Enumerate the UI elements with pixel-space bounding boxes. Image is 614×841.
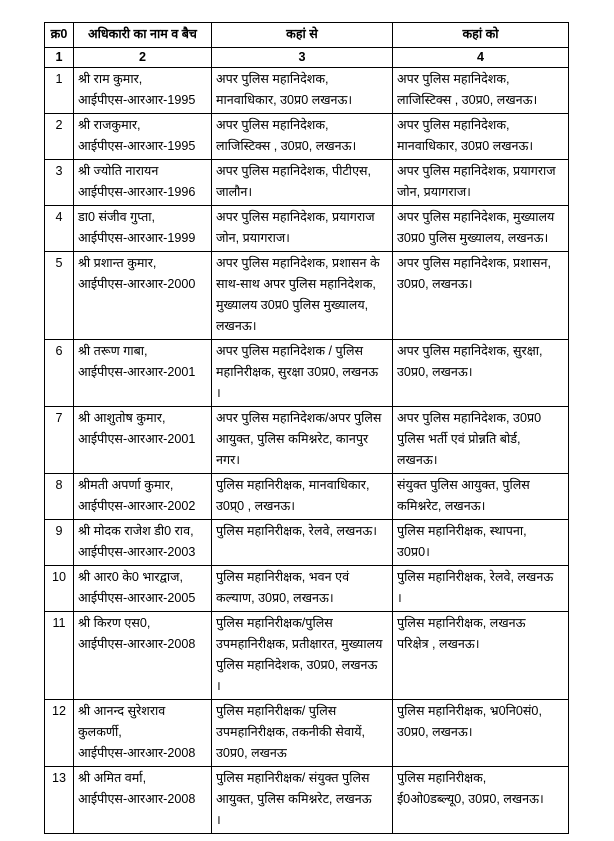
- posting-from-line: अपर पुलिस महानिदेशक, पीटीएस,: [216, 164, 372, 178]
- officer-name-batch-line: डा0 संजीव गुप्ता,: [78, 210, 156, 224]
- posting-from: [212, 114, 393, 160]
- posting-from: [212, 206, 393, 252]
- posting-to-line: अपर पुलिस महानिदेशक,: [397, 118, 510, 132]
- officer-name-batch-line: आईपीएस-आरआर-1999: [78, 231, 196, 245]
- officer-name-batch-line: श्रीमती अपर्णा कुमार,: [78, 478, 174, 492]
- officer-name-batch-line: आईपीएस-आरआर-1996: [78, 185, 196, 199]
- posting-from-line: उपमहानिरीक्षक, प्रतीक्षारत, मुख्यालय: [216, 637, 383, 651]
- posting-to: [393, 700, 569, 767]
- posting-from-line: आयुक्त, पुलिस कमिश्नरेट, लखनऊ: [216, 792, 372, 806]
- officer-name-batch-line: आईपीएस-आरआर-2008: [78, 792, 196, 806]
- posting-from-line: महानिरीक्षक, सुरक्षा उ0प्र0, लखनऊ: [216, 365, 379, 379]
- header-officer-name-batch: अधिकारी का नाम व बैच: [74, 23, 212, 48]
- posting-from: [212, 160, 393, 206]
- officer-name-batch-line: आईपीएस-आरआर-2000: [78, 277, 196, 291]
- officer-name-batch: [74, 612, 212, 700]
- posting-to: [393, 407, 569, 474]
- serial-number: 1: [45, 68, 74, 114]
- posting-to: [393, 474, 569, 520]
- posting-from: [212, 340, 393, 407]
- serial-number: 9: [45, 520, 74, 566]
- table-row: [45, 520, 569, 566]
- posting-from-line: लाजिस्टिक्स , उ0प्र0, लखनऊ।: [216, 139, 357, 153]
- posting-to-line: पुलिस महानिरीक्षक, भ्र0नि0सं0,: [397, 704, 542, 718]
- officer-name-batch: [74, 114, 212, 160]
- posting-from-line: अपर पुलिस महानिदेशक,: [216, 118, 329, 132]
- header-from: कहां से: [212, 23, 393, 48]
- posting-from-line: अपर पुलिस महानिदेशक, प्रयागराज: [216, 210, 375, 224]
- table-row: [45, 767, 569, 834]
- serial-number: 3: [45, 160, 74, 206]
- officer-name-batch: [74, 206, 212, 252]
- posting-from: [212, 68, 393, 114]
- officer-name-batch-line: आईपीएस-आरआर-2003: [78, 545, 196, 559]
- posting-from-line: आयुक्त, पुलिस कमिश्नरेट, कानपुर: [216, 432, 369, 446]
- posting-to: [393, 252, 569, 340]
- officer-name-batch-line: श्री आशुतोष कुमार,: [78, 411, 166, 425]
- posting-to-line: उ0प्र0 पुलिस मुख्यालय, लखनऊ।: [397, 231, 549, 245]
- serial-number: 7: [45, 407, 74, 474]
- officer-name-batch: [74, 160, 212, 206]
- posting-to-line: संयुक्त पुलिस आयुक्त, पुलिस: [397, 478, 530, 492]
- posting-to-line: अपर पुलिस महानिदेशक, मुख्यालय: [397, 210, 555, 224]
- serial-number: 2: [45, 114, 74, 160]
- table-row: [45, 252, 569, 340]
- posting-from-line: पुलिस महानिरीक्षक, भवन एवं: [216, 570, 350, 584]
- posting-to: [393, 206, 569, 252]
- posting-from: [212, 474, 393, 520]
- officer-name-batch-line: कुलकर्णी,: [78, 725, 122, 739]
- officer-name-batch-line: श्री मोदक राजेश डी0 राव,: [78, 524, 194, 538]
- serial-number: 8: [45, 474, 74, 520]
- posting-to: [393, 114, 569, 160]
- posting-from-line: उ0प्र्0 , लखनऊ।: [216, 499, 296, 513]
- officer-name-batch: [74, 566, 212, 612]
- table-row: [45, 340, 569, 407]
- posting-to: [393, 160, 569, 206]
- posting-from: [212, 520, 393, 566]
- posting-to-line: उ0प्र0, लखनऊ।: [397, 725, 473, 739]
- officer-name-batch: [74, 474, 212, 520]
- officer-name-batch: [74, 700, 212, 767]
- posting-to-line: ।: [397, 591, 402, 605]
- posting-to-line: कमिश्नरेट, लखनऊ।: [397, 499, 486, 513]
- posting-to-line: पुलिस महानिरीक्षक, लखनऊ: [397, 616, 526, 630]
- officer-name-batch-line: श्री प्रशान्त कुमार,: [78, 256, 157, 270]
- posting-to: [393, 767, 569, 834]
- officer-name-batch-line: आईपीएस-आरआर-2005: [78, 591, 196, 605]
- officer-name-batch: [74, 767, 212, 834]
- posting-to-line: अपर पुलिस महानिदेशक, प्रयागराज: [397, 164, 556, 178]
- posting-from-line: पुलिस महानिरीक्षक/ पुलिस: [216, 704, 337, 718]
- officer-name-batch: [74, 407, 212, 474]
- posting-from: [212, 407, 393, 474]
- officer-name-batch-line: श्री ज्योति नारायन: [78, 164, 159, 178]
- posting-from-line: लखनऊ।: [216, 319, 257, 333]
- table-row: [45, 114, 569, 160]
- serial-number: 10: [45, 566, 74, 612]
- posting-to-line: पुलिस महानिरीक्षक, रेलवे, लखनऊ: [397, 570, 554, 584]
- serial-number: 5: [45, 252, 74, 340]
- officer-name-batch: [74, 520, 212, 566]
- table-row: [45, 206, 569, 252]
- officer-name-batch: [74, 252, 212, 340]
- posting-to-line: अपर पुलिस महानिदेशक,: [397, 72, 510, 86]
- officer-name-batch-line: आईपीएस-आरआर-2001: [78, 365, 196, 379]
- posting-from-line: उपमहानिरीक्षक, तकनीकी सेवायें,: [216, 725, 366, 739]
- officer-name-batch-line: श्री किरण एस0,: [78, 616, 151, 630]
- officer-name-batch-line: श्री तरूण गाबा,: [78, 344, 148, 358]
- table-row: [45, 612, 569, 700]
- officer-name-batch-line: आईपीएस-आरआर-1995: [78, 139, 196, 153]
- serial-number: 4: [45, 206, 74, 252]
- posting-to-line: अपर पुलिस महानिदेशक, सुरक्षा,: [397, 344, 543, 358]
- officer-name-batch-line: श्री राम कुमार,: [78, 72, 143, 86]
- posting-from-line: पुलिस महानिरीक्षक, रेलवे, लखनऊ।: [216, 524, 377, 538]
- posting-from: [212, 767, 393, 834]
- officer-name-batch-line: आईपीएस-आरआर-2008: [78, 746, 196, 760]
- posting-from-line: पुलिस महानिदेशक, उ0प्र0, लखनऊ: [216, 658, 378, 672]
- transfer-table: [44, 22, 569, 834]
- posting-from-line: ।: [216, 386, 221, 400]
- posting-from: [212, 252, 393, 340]
- posting-to-line: परिक्षेत्र , लखनऊ।: [397, 637, 480, 651]
- column-number: 4: [393, 48, 569, 68]
- officer-name-batch-line: आईपीएस-आरआर-2008: [78, 637, 196, 651]
- posting-to-line: ई0ओ0डब्ल्यू0, उ0प्र0, लखनऊ।: [397, 792, 544, 806]
- posting-from-line: अपर पुलिस महानिदेशक / पुलिस: [216, 344, 364, 358]
- table-row: [45, 474, 569, 520]
- posting-to-line: उ0प्र0, लखनऊ।: [397, 365, 473, 379]
- officer-name-batch: [74, 340, 212, 407]
- posting-from-line: ।: [216, 679, 221, 693]
- officer-name-batch-line: श्री आर0 के0 भारद्वाज,: [78, 570, 183, 584]
- table-row: [45, 566, 569, 612]
- officer-name-batch: [74, 68, 212, 114]
- posting-to-line: पुलिस महानिरीक्षक, स्थापना,: [397, 524, 527, 538]
- posting-from-line: कल्याण, उ0प्र0, लखनऊ।: [216, 591, 334, 605]
- table-row: [45, 407, 569, 474]
- serial-number: 13: [45, 767, 74, 834]
- posting-to: [393, 340, 569, 407]
- posting-to-line: लाजिस्टिक्स , उ0प्र0, लखनऊ।: [397, 93, 538, 107]
- column-number: 1: [45, 48, 74, 68]
- column-number-row: [45, 48, 569, 68]
- serial-number: 12: [45, 700, 74, 767]
- posting-to: [393, 520, 569, 566]
- column-number: 2: [74, 48, 212, 68]
- posting-from-line: पुलिस महानिरीक्षक/पुलिस: [216, 616, 333, 630]
- officer-name-batch-line: श्री राजकुमार,: [78, 118, 141, 132]
- posting-to-line: अपर पुलिस महानिदेशक, प्रशासन,: [397, 256, 552, 270]
- header-serial: क्र0: [45, 23, 74, 48]
- posting-from-line: अपर पुलिस महानिदेशक,: [216, 72, 329, 86]
- posting-to-line: पुलिस भर्ती एवं प्रोन्नति बोर्ड,: [397, 432, 521, 446]
- table-body: [45, 68, 569, 834]
- posting-from-line: नगर।: [216, 453, 241, 467]
- officer-name-batch-line: आईपीएस-आरआर-2001: [78, 432, 196, 446]
- posting-from-line: उ0प्र0, लखनऊ: [216, 746, 287, 760]
- officer-name-batch-line: श्री आनन्द सुरेशराव: [78, 704, 166, 718]
- posting-to-line: पुलिस महानिरीक्षक,: [397, 771, 487, 785]
- serial-number: 11: [45, 612, 74, 700]
- posting-from-line: अपर पुलिस महानिदेशक/अपर पुलिस: [216, 411, 382, 425]
- posting-from-line: पुलिस महानिरीक्षक, मानवाधिकार,: [216, 478, 370, 492]
- posting-to: [393, 566, 569, 612]
- table-row: [45, 68, 569, 114]
- posting-to-line: उ0प्र0।: [397, 545, 430, 559]
- officer-name-batch-line: आईपीएस-आरआर-1995: [78, 93, 196, 107]
- posting-from-line: साथ-साथ अपर पुलिस महानिदेशक,: [216, 277, 376, 291]
- table-row: [45, 160, 569, 206]
- header-to: कहां को: [393, 23, 569, 48]
- header-row: [45, 23, 569, 48]
- posting-to-line: लखनऊ।: [397, 453, 438, 467]
- posting-to: [393, 612, 569, 700]
- posting-from-line: पुलिस महानिरीक्षक/ संयुक्त पुलिस: [216, 771, 370, 785]
- column-number: 3: [212, 48, 393, 68]
- posting-to-line: अपर पुलिस महानिदेशक, उ0प्र0: [397, 411, 542, 425]
- posting-from-line: जोन, प्रयागराज।: [216, 231, 290, 245]
- posting-from-line: मानवाधिकार, उ0प्र0 लखनऊ।: [216, 93, 353, 107]
- table-row: [45, 700, 569, 767]
- posting-to-line: उ0प्र0, लखनऊ।: [397, 277, 473, 291]
- posting-from: [212, 700, 393, 767]
- posting-from-line: ।: [216, 813, 221, 827]
- posting-from-line: जालौन।: [216, 185, 253, 199]
- posting-from: [212, 566, 393, 612]
- posting-to: [393, 68, 569, 114]
- officer-name-batch-line: आईपीएस-आरआर-2002: [78, 499, 196, 513]
- posting-from: [212, 612, 393, 700]
- serial-number: 6: [45, 340, 74, 407]
- officer-name-batch-line: श्री अमित वर्मा,: [78, 771, 147, 785]
- posting-to-line: जोन, प्रयागराज।: [397, 185, 471, 199]
- posting-to-line: मानवाधिकार, उ0प्र0 लखनऊ।: [397, 139, 534, 153]
- posting-from-line: अपर पुलिस महानिदेशक, प्रशासन के: [216, 256, 380, 270]
- posting-from-line: मुख्यालय उ0प्र0 पुलिस मुख्यालय,: [216, 298, 369, 312]
